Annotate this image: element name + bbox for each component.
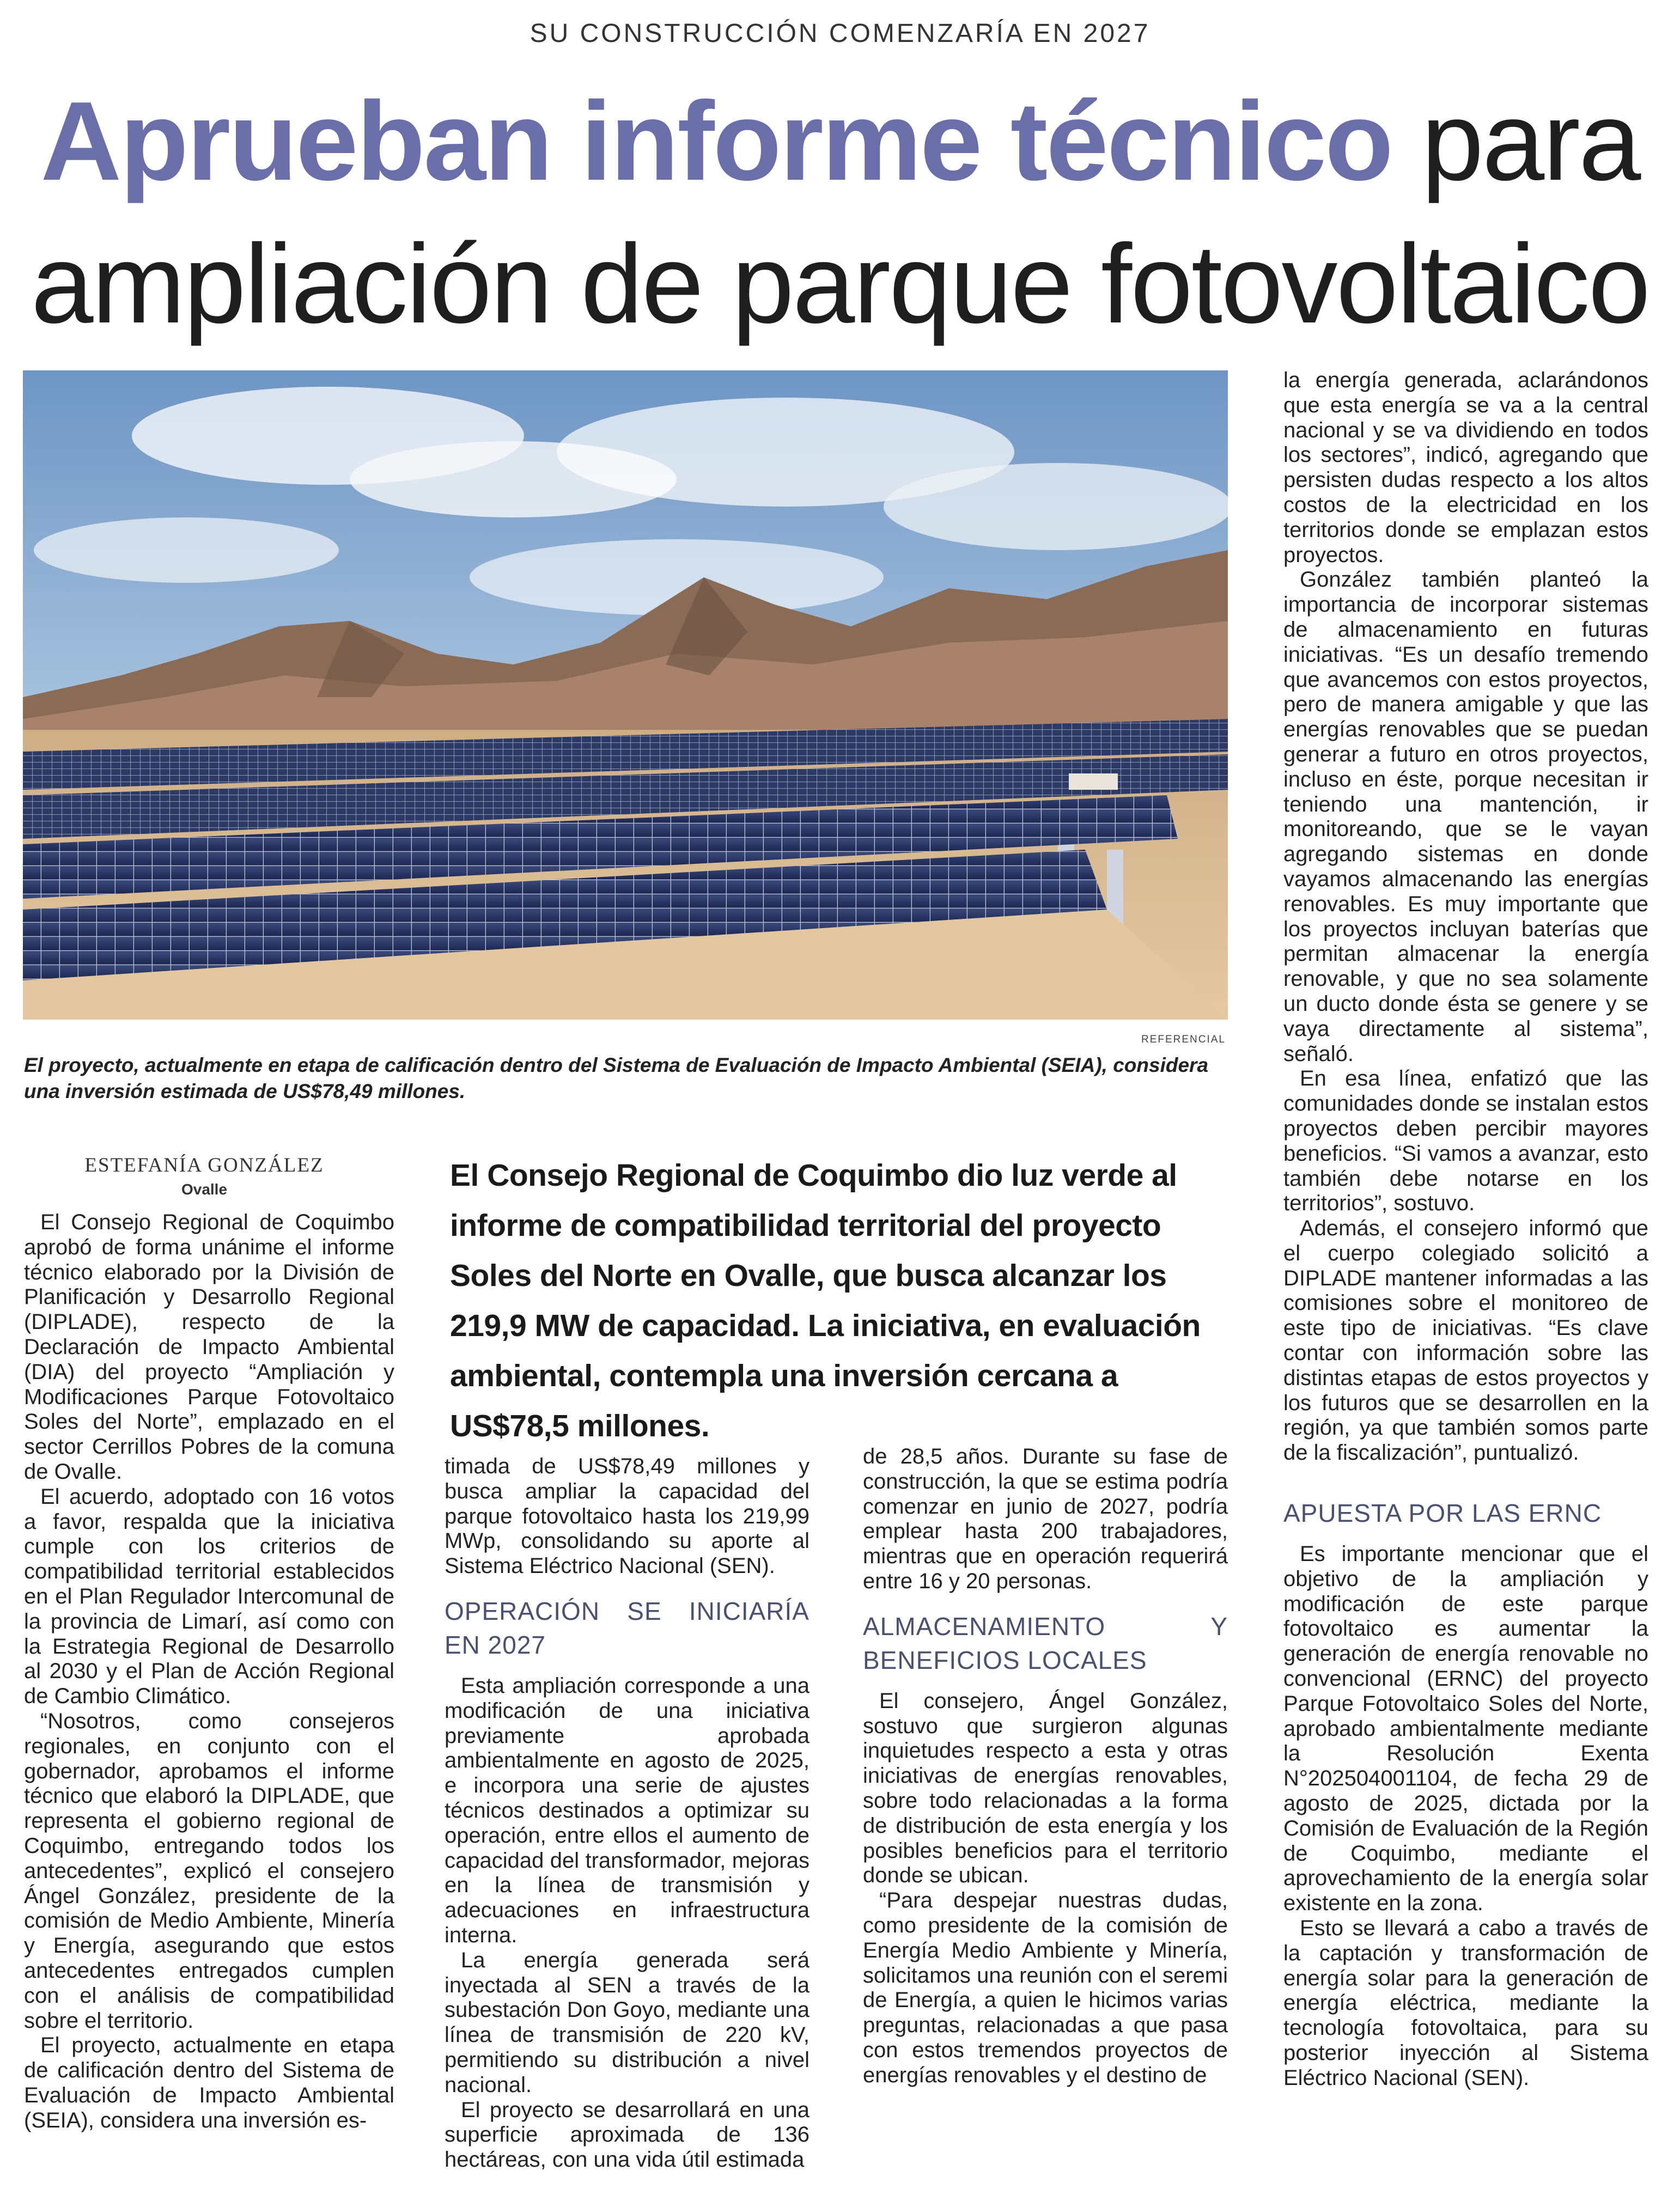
solar-park-illustration (23, 370, 1228, 1020)
headline-line-2: ampliación de parque fotovoltaico (31, 221, 1649, 346)
paragraph: de 28,5 años. Durante su fase de construcción, la que se estima podría comenzar en junio de 2027, podría emplear hasta 200 trabajadores, mientras que en operación requerirá entre 16 y 20 personas. (863, 1444, 1228, 1593)
headline-line-1 (22, 70, 1658, 212)
subheading-operacion: OPERACIÓN SE INICIARÍA EN 2027 (445, 1596, 809, 1659)
headline-highlight: Aprueban informe técnico (40, 78, 1392, 204)
byline: ESTEFANÍA GONZÁLEZ (84, 1154, 324, 1176)
kicker: SU CONSTRUCCIÓN COMENZARÍA EN 2027 (529, 19, 1151, 48)
paragraph: El consejero, Ángel González, sostuvo que surgieron algunas inquietudes respecto a esta y otras iniciativas de energías renovables, sobre todo relacionadas a la forma de distribución de esta energía y los posibles beneficios para el territorio donde se ubican. (863, 1688, 1228, 1888)
paragraph: El proyecto, actualmente en etapa de calificación dentro del Sistema de Evaluación de Impacto Ambiental (SEIA), considera una inversión es- (24, 2033, 394, 2132)
location: Ovalle (181, 1181, 228, 1198)
paragraph: Esta ampliación corresponde a una modificación de una iniciativa previamente aprobada ambientalmente en agosto de 2025, e incorpora una serie de ajustes técnicos destinados a optimizar su operación, entre ellos el aumento de capacidad del transformador, mejoras en la línea de transmisión y adecuaciones en infraestructura interna. (445, 1673, 809, 1947)
subheading-ernc: APUESTA POR LAS ERNC (1283, 1499, 1602, 1528)
subheading-almacenamiento: ALMACENAMIENTO Y BENEFICIOS LOCALES (863, 1612, 1228, 1674)
paragraph: la energía generada, aclarándonos que esta energía se va a la central nacional y se va dividiendo en todos los sectores”, indicó, agregando que persisten dudas respecto a los altos costos de la electricidad en los territorios donde se emplazan estos proyectos. (1283, 368, 1648, 567)
paragraph: Esto se llevará a cabo a través de la captación y transformación de energía solar para la generación de energía eléctrica, mediante la tecnología fotovoltaica, para su posterior inyección al Sistema Eléctrico Nacional (SEN). (1283, 1916, 1648, 2090)
paragraph: En esa línea, enfatizó que las comunidades donde se instalan estos proyectos deben percibir mayores beneficios. “Si vamos a avanzar, esto también debe notarse en los territorios”, sostuvo. (1283, 1066, 1648, 1216)
paragraph: El proyecto se desarrollará en una superficie aproximada de 136 hectáreas, con una vida útil estimada (445, 2098, 809, 2172)
paragraph: Además, el consejero informó que el cuerpo colegiado solicitó a DIPLADE mantener informadas a las comisiones sobre el monitoreo de este tipo de iniciativas. “Es clave contar con información sobre las distintas etapas de estos proyectos y los futuros que se desarrollen en la región, ya que también somos parte de la fiscalización”, puntualizó. (1283, 1216, 1648, 1465)
paragraph: El acuerdo, adoptado con 16 votos a favor, respalda que la iniciativa cumple con los criterios de compatibilidad territorial establecidos en el Plan Regulador Intercomunal de la provincia de Limarí, así como con la Estrategia Regional de Desarrollo al 2030 y el Plan de Acción Regional de Cambio Climático. (24, 1484, 394, 1709)
headline-line-1-rest: para (1391, 78, 1640, 204)
solar-park-photo (23, 370, 1228, 1020)
paragraph: El Consejo Regional de Coquimbo aprobó de forma unánime el informe técnico elaborado por la División de Planificación y Desarrollo Regional (DIPLADE), respecto de la Declaración de Impacto Ambiental (DIA) del proyecto “Ampliación y Modificaciones Parque Fotovoltaico Soles del Norte”, emplazado en el sector Cerrillos Pobres de la comuna de Ovalle. (24, 1210, 394, 1484)
photo-caption: El proyecto, actualmente en etapa de calificación dentro del Sistema de Evaluación de Impacto Ambiental (SEIA), considera una inversión estimada de US$78,49 millones. (24, 1054, 1209, 1102)
paragraph: “Nosotros, como consejeros regionales, en conjunto con el gobernador, aprobamos el informe técnico que elaboró la DIPLADE, que representa el gobierno regional de Coquimbo, entregando todos los antecedentes”, explicó el consejero Ángel González, presidente de la comisión de Medio Ambiente, Minería y Energía, asegurando que estos antecedentes entregados cumplen con el análisis de compatibilidad sobre el territorio. (24, 1709, 394, 2033)
column-1 (24, 1210, 394, 2133)
paragraph: “Para despejar nuestras dudas, como presidente de la comisión de Energía Medio Ambiente y Minería, solicitamos una reunión con el seremi de Energía, a quien le hicimos varias preguntas, relacionadas a que pasa con estos tremendos proyectos de energías renovables y el destino de (863, 1888, 1228, 2087)
paragraph: Es importante mencionar que el objetivo de la ampliación y modificación de este parque fotovoltaico es aumentar la generación de energía renovable no convencional (ERNC) del proyecto Parque Fotovoltaico Soles del Norte, aprobado ambientalmente mediante la Resolución Exenta N°202504001104, de fecha 29 de agosto de 2025, dictada por la Comisión de Evaluación de la Región de Coquimbo, mediante el aprovechamiento de la energía solar existente en la zona. (1283, 1542, 1648, 1916)
column-3 (863, 1444, 1228, 2088)
column-2 (445, 1454, 809, 2173)
paragraph: timada de US$78,49 millones y busca ampliar la capacidad del parque fotovoltaico hasta los 219,99 MWp, consolidando su aporte al Sistema Eléctrico Nacional (SEN). (445, 1454, 809, 1578)
column-4 (1283, 368, 1648, 2091)
paragraph: González también planteó la importancia de incorporar sistemas de almacenamiento en futuras iniciativas. “Es un desafío tremendo que avancemos con estos proyectos, pero de manera amigable y que las energías renovables que se puedan generar a futuro en otros proyectos, incluso en éste, porque necesitan ir teniendo una mantención, ir monitoreando, que se le vayan agregando sistemas en donde vayamos almacenando las energías renovables. Es muy importante que los proyectos incluyan baterías que permitan almacenar la energía renovable, y que no sea solamente un ducto donde ésta se genere y se vaya directamente al sistema”, señaló. (1283, 568, 1648, 1066)
paragraph: La energía generada será inyectada al SEN a través de la subestación Don Goyo, mediante una línea de transmisión de 220 kV, permitiendo su distribución a nivel nacional. (445, 1948, 809, 2097)
photo-credit: REFERENCIAL (1141, 1034, 1226, 1045)
lead-paragraph: El Consejo Regional de Coquimbo dio luz verde al informe de compatibilidad territorial del proyecto Soles del Norte en Ovalle, que busca alcanzar los 219,9 MW de capacidad. La iniciativa, en evaluación ambiental, contempla una inversión cercana a US$78,5 millones. (450, 1158, 1201, 1443)
